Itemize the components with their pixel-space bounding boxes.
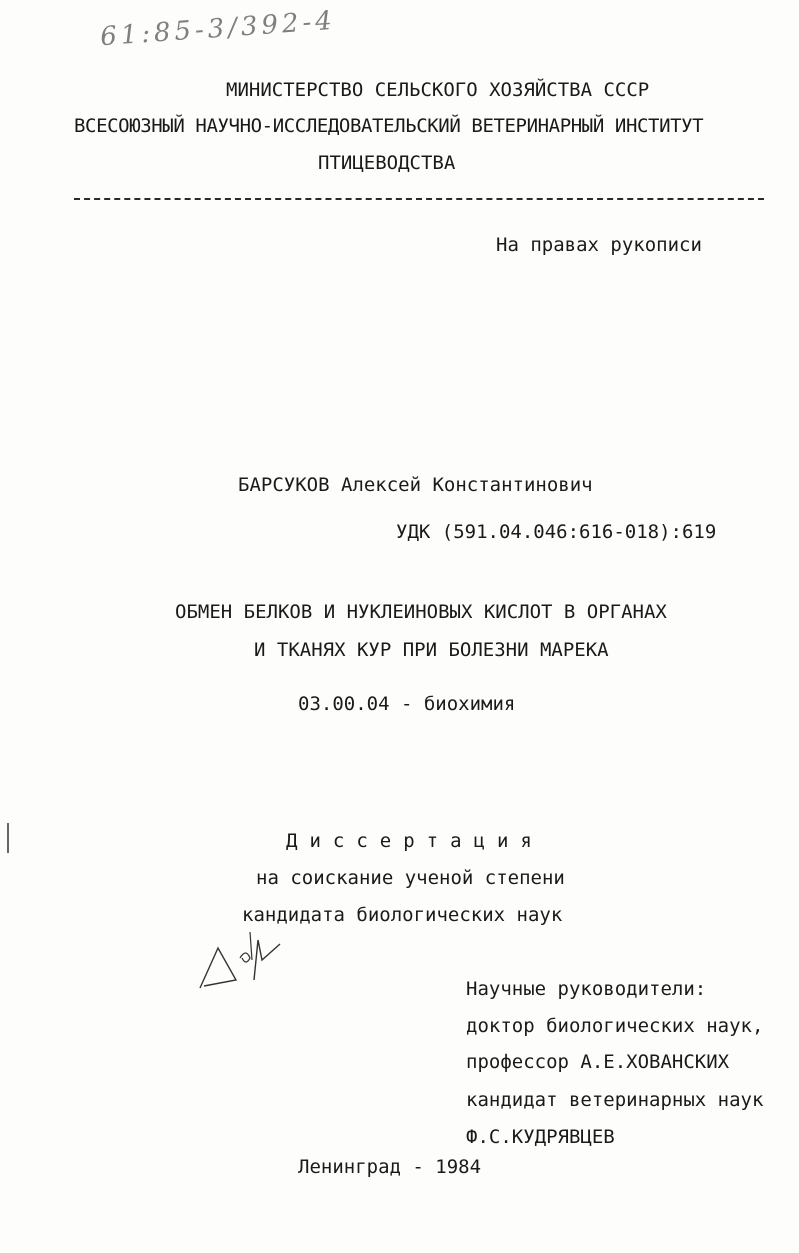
author-name: БАРСУКОВ Алексей Константинович: [238, 474, 593, 496]
specialty-code: 03.00.04 - биохимия: [298, 693, 516, 715]
dissertation-title-line1: ОБМЕН БЕЛКОВ И НУКЛЕИНОВЫХ КИСЛОТ В ОРГАНАХ: [175, 601, 667, 623]
dissertation-label: Диссертация: [286, 830, 544, 852]
city-year: Ленинград - 1984: [298, 1156, 482, 1178]
supervisor1-name: профессор А.Е.ХОВАНСКИХ: [466, 1051, 730, 1073]
supervisor1-degree: доктор биологических наук,: [466, 1015, 764, 1037]
signature-icon: [196, 930, 286, 995]
supervisor2-degree: кандидат ветеринарных наук: [466, 1089, 764, 1111]
dissertation-title-line2: И ТКАНЯХ КУР ПРИ БОЛЕЗНИ МАРЕКА: [254, 639, 609, 661]
degree-line1: на соискание ученой степени: [256, 867, 565, 889]
institute-heading-line1: ВСЕСОЮЗНЫЙ НАУЧНО-ИССЛЕДОВАТЕЛЬСКИЙ ВЕТЕРИНАРНЫЙ ИНСТИТУТ: [74, 115, 704, 137]
degree-line2: кандидата биологических наук: [242, 904, 563, 926]
supervisors-heading: Научные руководители:: [466, 978, 707, 1000]
udc-code: УДК (591.04.046:616-018):619: [396, 521, 717, 543]
ministry-heading: МИНИСТЕРСТВО СЕЛЬСКОГО ХОЗЯЙСТВА СССР: [226, 79, 650, 101]
margin-mark: [6, 823, 10, 853]
supervisor2-name: Ф.С.КУДРЯВЦЕВ: [466, 1126, 615, 1148]
handwritten-archive-number: 61:85-3/392-4: [99, 5, 337, 53]
dashed-divider: [74, 198, 764, 200]
institute-heading-line2: ПТИЦЕВОДСТВА: [318, 152, 456, 174]
manuscript-rights-note: На правах рукописи: [496, 234, 702, 256]
